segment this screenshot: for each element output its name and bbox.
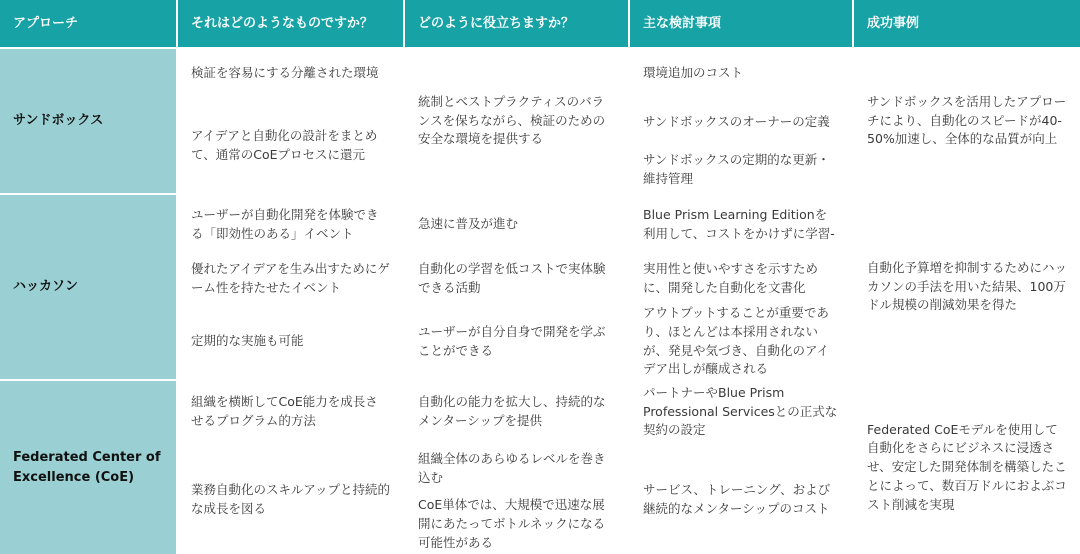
how-cell: 組織全体のあらゆるレベルを巻き込む bbox=[405, 445, 628, 493]
success-cell: Federated CoEモデルを使用して自動化をさらにビジネスに浸透させ、安定した開発体制を構築したことによって、数百万ドルにおよぶコスト削減を実現 bbox=[854, 381, 1080, 554]
what-cell: ユーザーが自動化開発を体験できる「即効性のある」イベント bbox=[178, 195, 403, 254]
how-cell: 統制とベストプラクティスのバランスを保ちながら、検証のための安全な環境を提供する bbox=[405, 49, 628, 193]
approach-federated-coe: Federated Center of Excellence (CoE) bbox=[0, 381, 176, 554]
consideration-cell: Blue Prism Learning Editionを利用して、コストをかけずに学習- bbox=[630, 195, 852, 254]
how-cell: 急速に普及が進む bbox=[405, 195, 628, 254]
consideration-cell: サンドボックスの定期的な更新・維持管理 bbox=[630, 147, 852, 193]
success-cell: 自動化予算増を抑制するためにハッカソンの手法を用いた結果、100万ドル規模の削減効果を得た bbox=[854, 195, 1080, 379]
what-cell: 優れたアイデアを生み出すためにゲーム性を持たせたイベント bbox=[178, 256, 403, 302]
how-cell: CoE単体では、大規模で迅速な展開にあたってボトルネックになる可能性がある bbox=[405, 495, 628, 554]
consideration-cell: 実用性と使いやすさを示すために、開発した自動化を文書化 bbox=[630, 256, 852, 302]
header-how: どのように役立ちますか？ bbox=[405, 0, 628, 47]
how-cell: 自動化の能力を拡大し、持続的なメンターシップを提供 bbox=[405, 381, 628, 443]
consideration-cell: 環境追加のコスト bbox=[630, 49, 852, 97]
consideration-cell: パートナーやBlue Prism Professional Servicesとの正式な契約の設定 bbox=[630, 381, 852, 443]
what-cell: 定期的な実施も可能 bbox=[178, 304, 403, 379]
consideration-cell: サンドボックスのオーナーの定義 bbox=[630, 99, 852, 145]
how-cell: 自動化の学習を低コストで実体験できる活動 bbox=[405, 256, 628, 302]
what-cell: アイデアと自動化の設計をまとめて、通常のCoEプロセスに還元 bbox=[178, 99, 403, 193]
approach-sandbox: サンドボックス bbox=[0, 49, 176, 193]
header-what: それはどのようなものですか？ bbox=[178, 0, 403, 47]
what-cell: 組織を横断してCoE能力を成長させるプログラム的方法 bbox=[178, 381, 403, 443]
consideration-cell: サービス、トレーニング、および継続的なメンターシップのコスト bbox=[630, 445, 852, 554]
approach-hackathon: ハッカソン bbox=[0, 195, 176, 379]
what-cell: 検証を容易にする分離された環境 bbox=[178, 49, 403, 97]
header-success: 成功事例 bbox=[854, 0, 1080, 47]
success-cell: サンドボックスを活用したアプローチにより、自動化のスピードが40-50%加速し、全体的な品質が向上 bbox=[854, 49, 1080, 193]
header-approach: アプローチ bbox=[0, 0, 176, 47]
what-cell: 業務自動化のスキルアップと持続的な成長を図る bbox=[178, 445, 403, 554]
consideration-cell: アウトプットすることが重要であり、ほとんどは本採用されないが、発見や気づき、自動化のアイデア出しが醸成される bbox=[630, 304, 852, 379]
header-considerations: 主な検討事項 bbox=[630, 0, 852, 47]
how-cell: ユーザーが自分自身で開発を学ぶことができる bbox=[405, 304, 628, 379]
